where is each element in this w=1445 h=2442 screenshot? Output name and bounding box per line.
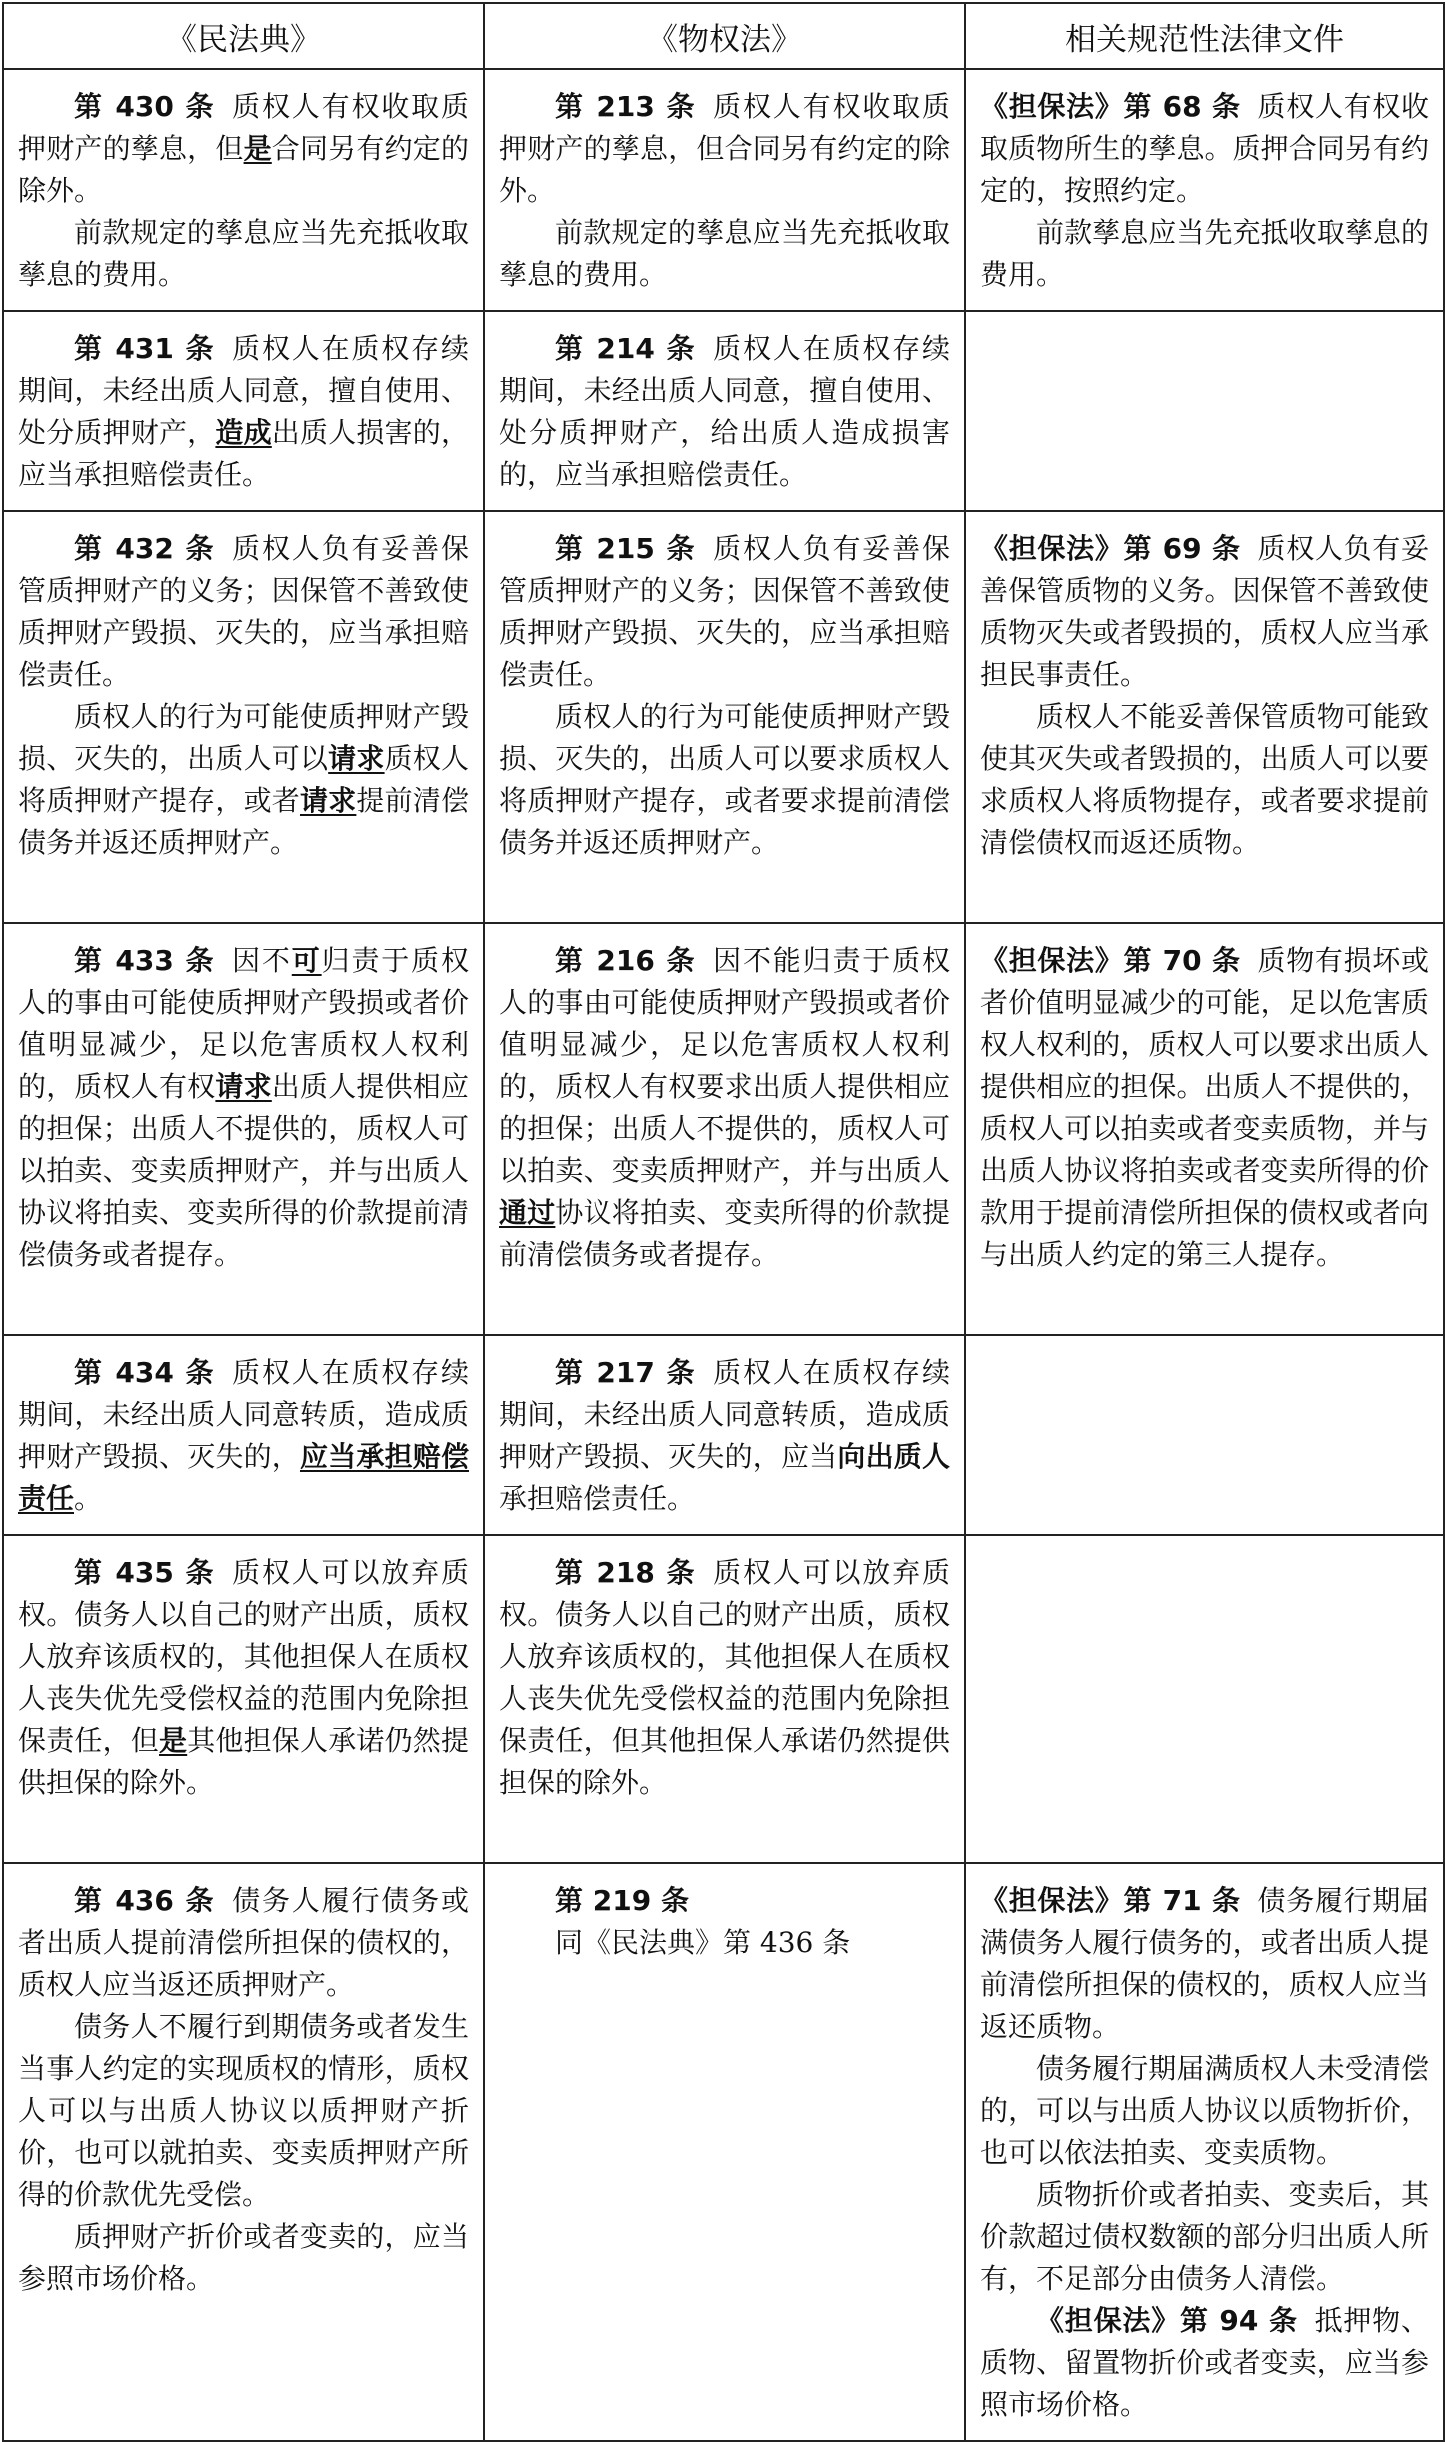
table-row — [3, 69, 1444, 311]
article-text: 抵押物、质物、留置物折价或者变卖，应当参照市场价格。 — [980, 2304, 1429, 2421]
paragraph: 前款规定的孳息应当先充抵收取孳息的费用。 — [18, 216, 469, 291]
amended-text: 造成 — [215, 416, 272, 449]
property-law-cell — [484, 1535, 965, 1863]
article-text: 质权人有权收取质物所生的孳息。质押合同另有约定的，按照约定。 — [980, 90, 1429, 207]
related-document-cell — [965, 511, 1444, 923]
article-text: 质权人负有妥善保管质押财产的义务；因保管不善致使质押财产毁损、灭失的，应当承担赔偿责任。 — [499, 532, 950, 691]
article-text: 质权人在质权存续期间，未经出质人同意转质，造成质押财产毁损、灭失的， — [18, 1356, 469, 1473]
article-number: 《担保法》第 68 条 — [980, 90, 1241, 123]
paragraph — [499, 1552, 950, 1804]
paragraph — [18, 528, 469, 696]
civil-code-cell — [3, 1863, 484, 2441]
article-number: 第 431 条 — [74, 332, 216, 365]
paragraph — [499, 940, 950, 1276]
article-number: 第 219 条 — [555, 1884, 689, 1917]
civil-code-cell — [3, 1335, 484, 1535]
article-number: 第 434 条 — [74, 1356, 216, 1389]
amended-text: 是 — [243, 132, 272, 165]
amended-text: 请求 — [328, 742, 385, 775]
paragraph — [980, 940, 1429, 1276]
paragraph — [18, 86, 469, 212]
civil-code-cell — [3, 69, 484, 311]
paragraph — [18, 1352, 469, 1520]
article-text: 质权人负有妥善保管质物的义务。因保管不善致使质物灭失或者毁损的，质权人应当承担民事责任。 — [980, 532, 1429, 691]
paragraph — [499, 328, 950, 496]
article-number: 《担保法》第 69 条 — [980, 532, 1241, 565]
article-text: 因不 — [232, 944, 292, 977]
related-document-cell-empty — [965, 1335, 1444, 1535]
article-text: 提前清偿债务并返还质押财产。 — [18, 784, 469, 859]
article-text: 出质人损害的，应当承担赔偿责任。 — [18, 416, 469, 491]
article-number: 第 215 条 — [555, 532, 697, 565]
paragraph: 质物折价或者拍卖、变卖后，其价款超过债权数额的部分归出质人所有，不足部分由债务人清偿。 — [980, 2178, 1429, 2295]
table-row — [3, 311, 1444, 511]
property-law-cell — [484, 69, 965, 311]
amended-text: 通过 — [499, 1196, 556, 1229]
article-text: 归责于质权人的事由可能使质押财产毁损或者价值明显减少，足以危害质权人权利的，质权人有权 — [18, 944, 469, 1103]
article-text: 质权人将质押财产提存，或者 — [18, 742, 469, 817]
comparison-table — [2, 2, 1445, 2442]
article-text: 质权人负有妥善保管质押财产的义务；因保管不善致使质押财产毁损、灭失的，应当承担赔偿责任。 — [18, 532, 469, 691]
article-text: 质权人可以放弃质权。债务人以自己的财产出质，质权人放弃该质权的，其他担保人在质权人丧失优先受偿权益的范围内免除担保责任，但其他担保人承诺仍然提供担保的除外。 — [499, 1556, 950, 1799]
article-text: 质权人在质权存续期间，未经出质人同意转质，造成质押财产毁损、灭失的，应当 — [499, 1356, 950, 1473]
paragraph — [18, 1552, 469, 1804]
article-number: 第 436 条 — [74, 1884, 216, 1917]
paragraph: 债务人不履行到期债务或者发生当事人约定的实现质权的情形，质权人可以与出质人协议以质押财产折价，也可以就拍卖、变卖质押财产所得的价款优先受偿。 — [18, 2010, 469, 2211]
paragraph — [18, 696, 469, 864]
related-document-cell — [965, 923, 1444, 1335]
property-law-cell — [484, 511, 965, 923]
property-law-cell — [484, 1863, 965, 2441]
article-number: 《担保法》第 70 条 — [980, 944, 1241, 977]
paragraph — [980, 1880, 1429, 2048]
article-text: 承担赔偿责任。 — [499, 1482, 696, 1515]
article-text: 质物有损坏或者价值明显减少的可能，足以危害质权人权利的，质权人可以要求出质人提供相应的担保。出质人不提供的，质权人可以拍卖或者变卖质物，并与出质人协议将拍卖或者变卖所得的价款用于提前清偿所担保的债权或者向与出质人约定的第三人提存。 — [980, 944, 1429, 1271]
table-row — [3, 511, 1444, 923]
paragraph: 前款规定的孳息应当先充抵收取孳息的费用。 — [499, 216, 950, 291]
paragraph — [499, 1352, 950, 1520]
header-civil-code: 《民法典》 — [3, 3, 484, 69]
article-number: 《担保法》第 94 条 — [1036, 2304, 1298, 2337]
table-row — [3, 1863, 1444, 2441]
table-row — [3, 923, 1444, 1335]
related-document-cell — [965, 1863, 1444, 2441]
amended-text: 是 — [159, 1724, 188, 1757]
amended-text: 请求 — [215, 1070, 272, 1103]
table-row — [3, 1535, 1444, 1863]
article-text: 质权人在质权存续期间，未经出质人同意，擅自使用、处分质押财产，给出质人造成损害的，应当承担赔偿责任。 — [499, 332, 950, 491]
header-related-documents: 相关规范性法律文件 — [965, 3, 1444, 69]
article-text: 质权人可以放弃质权。债务人以自己的财产出质，质权人放弃该质权的，其他担保人在质权人丧失优先受偿权益的范围内免除担保责任，但 — [18, 1556, 469, 1757]
article-text: 质权人在质权存续期间，未经出质人同意，擅自使用、处分质押财产， — [18, 332, 469, 449]
article-number: 第 432 条 — [74, 532, 216, 565]
paragraph: 债务履行期届满质权人未受清偿的，可以与出质人协议以质物折价，也可以依法拍卖、变卖质物。 — [980, 2052, 1429, 2169]
article-number: 第 216 条 — [555, 944, 697, 977]
article-text: 协议将拍卖、变卖所得的价款提前清偿债务或者提存。 — [499, 1196, 950, 1271]
paragraph — [980, 528, 1429, 696]
article-number: 《担保法》第 71 条 — [980, 1884, 1241, 1917]
article-text: 债务人履行债务或者出质人提前清偿所担保的债权的，质权人应当返还质押财产。 — [18, 1884, 469, 2001]
civil-code-cell — [3, 923, 484, 1335]
article-text: 出质人提供相应的担保；出质人不提供的，质权人可以拍卖、变卖质押财产，并与出质人协议将拍卖、变卖所得的价款提前清偿债务或者提存。 — [18, 1070, 469, 1271]
paragraph: 同《民法典》第 436 条 — [555, 1926, 851, 1959]
amended-text: 可 — [291, 944, 322, 977]
paragraph — [499, 86, 950, 212]
article-number: 第 214 条 — [555, 332, 697, 365]
property-law-cell — [484, 311, 965, 511]
civil-code-cell — [3, 1535, 484, 1863]
paragraph — [980, 86, 1429, 212]
article-text: 质权人有权收取质押财产的孳息，但合同另有约定的除外。 — [499, 90, 950, 207]
paragraph — [18, 328, 469, 496]
paragraph: 前款孳息应当先充抵收取孳息的费用。 — [980, 216, 1429, 291]
amended-text: 应当承担赔偿责任 — [18, 1440, 469, 1515]
paragraph: 质权人的行为可能使质押财产毁损、灭失的，出质人可以要求质权人将质押财产提存，或者要求提前清偿债务并返还质押财产。 — [499, 700, 950, 859]
article-text: 因不能归责于质权人的事由可能使质押财产毁损或者价值明显减少，足以危害质权人权利的，质权人有权要求出质人提供相应的担保；出质人不提供的，质权人可以拍卖、变卖质押财产，并与出质人 — [499, 944, 950, 1187]
emphasized-text: 向出质人 — [837, 1440, 950, 1473]
article-number: 第 217 条 — [555, 1356, 697, 1389]
article-number: 第 435 条 — [74, 1556, 216, 1589]
article-text: 质权人的行为可能使质押财产毁损、灭失的，出质人可以 — [18, 700, 469, 775]
paragraph — [980, 2300, 1429, 2426]
paragraph: 质押财产折价或者变卖的，应当参照市场价格。 — [18, 2220, 469, 2295]
header-row — [3, 3, 1444, 69]
related-document-cell-empty — [965, 311, 1444, 511]
civil-code-cell — [3, 311, 484, 511]
civil-code-cell — [3, 511, 484, 923]
paragraph — [18, 1880, 469, 2006]
article-number: 第 218 条 — [555, 1556, 697, 1589]
property-law-cell — [484, 1335, 965, 1535]
article-number: 第 213 条 — [555, 90, 697, 123]
article-text: 。 — [74, 1482, 103, 1515]
article-text: 债务履行期届满债务人履行债务的，或者出质人提前清偿所担保的债权的，质权人应当返还质物。 — [980, 1884, 1429, 2043]
paragraph — [499, 1880, 950, 1922]
property-law-cell — [484, 923, 965, 1335]
related-document-cell — [965, 69, 1444, 311]
article-text: 合同另有约定的除外。 — [18, 132, 469, 207]
article-text: 其他担保人承诺仍然提供担保的除外。 — [18, 1724, 469, 1799]
header-property-law: 《物权法》 — [484, 3, 965, 69]
amended-text: 请求 — [299, 784, 357, 817]
paragraph — [18, 940, 469, 1276]
paragraph — [499, 528, 950, 696]
paragraph: 质权人不能妥善保管质物可能致使其灭失或者毁损的，出质人可以要求质权人将质物提存，或者要求提前清偿债权而返还质物。 — [980, 700, 1429, 859]
article-number: 第 430 条 — [74, 90, 216, 123]
table-row — [3, 1335, 1444, 1535]
article-text: 质权人有权收取质押财产的孳息，但 — [18, 90, 469, 165]
article-number: 第 433 条 — [74, 944, 216, 977]
related-document-cell-empty — [965, 1535, 1444, 1863]
